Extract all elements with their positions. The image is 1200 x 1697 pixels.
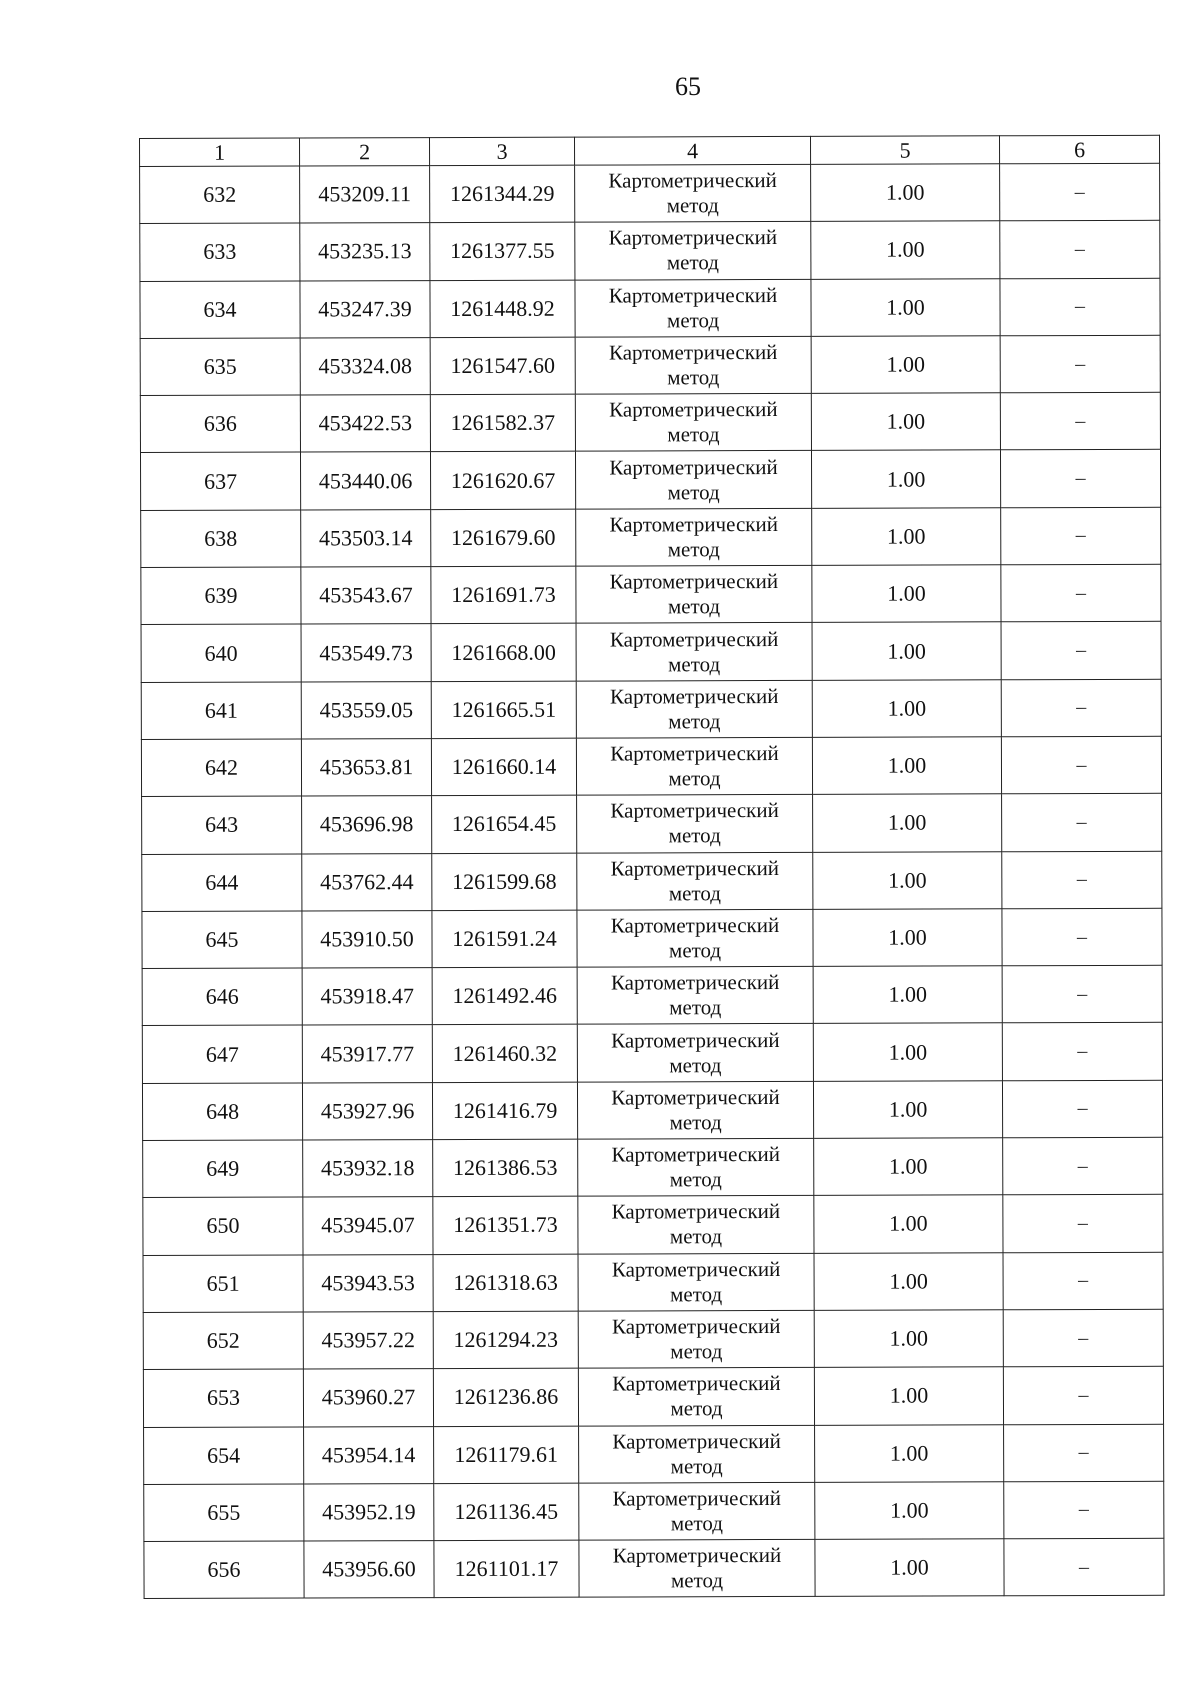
point-number-cell: 640 bbox=[141, 624, 301, 682]
note-cell: – bbox=[1002, 794, 1162, 852]
point-number-cell: 643 bbox=[142, 796, 302, 854]
point-number-cell: 655 bbox=[144, 1484, 304, 1542]
table-row bbox=[143, 1195, 1163, 1256]
x-coordinate-cell: 453762.44 bbox=[302, 853, 432, 911]
method-line-1: Картометрический bbox=[611, 1199, 781, 1225]
method-line-2: метод bbox=[670, 1511, 723, 1536]
note-cell: – bbox=[1000, 392, 1160, 450]
method-line-2: метод bbox=[667, 594, 721, 619]
precision-cell: 1.00 bbox=[811, 278, 1000, 336]
method-cell bbox=[578, 1196, 814, 1254]
method-cell bbox=[575, 336, 811, 394]
column-header-4: 4 bbox=[574, 136, 810, 165]
coordinates-table bbox=[139, 135, 1165, 1600]
point-number-cell: 632 bbox=[140, 166, 300, 224]
precision-cell: 1.00 bbox=[815, 1539, 1004, 1597]
point-number-cell: 639 bbox=[141, 567, 301, 625]
point-number-cell: 652 bbox=[143, 1312, 303, 1370]
note-cell: – bbox=[1002, 908, 1162, 966]
method-line-2: метод bbox=[670, 1453, 723, 1479]
point-number-cell: 646 bbox=[142, 968, 302, 1026]
method-line-1: Картометрический bbox=[610, 741, 779, 766]
table-row bbox=[142, 794, 1162, 855]
precision-cell: 1.00 bbox=[812, 565, 1001, 623]
x-coordinate-cell: 453960.27 bbox=[303, 1369, 433, 1427]
point-number-cell: 636 bbox=[140, 395, 300, 453]
coordinates-table-container bbox=[139, 135, 1164, 1600]
table-row bbox=[142, 1023, 1162, 1084]
column-header-6: 6 bbox=[999, 135, 1159, 164]
note-cell: – bbox=[1003, 1309, 1163, 1367]
note-cell: – bbox=[1001, 679, 1161, 737]
table-row bbox=[142, 908, 1162, 969]
method-cell bbox=[576, 623, 812, 681]
method-cell bbox=[576, 737, 812, 795]
column-header-5: 5 bbox=[810, 136, 999, 165]
table-row bbox=[143, 1367, 1163, 1428]
y-coordinate-cell: 1261599.68 bbox=[432, 853, 577, 911]
x-coordinate-cell: 453954.14 bbox=[304, 1426, 434, 1484]
table-row bbox=[143, 1309, 1163, 1370]
table-row bbox=[140, 335, 1160, 396]
x-coordinate-cell: 453910.50 bbox=[302, 910, 432, 968]
point-number-cell: 650 bbox=[143, 1197, 303, 1255]
x-coordinate-cell: 453957.22 bbox=[303, 1312, 433, 1370]
precision-cell: 1.00 bbox=[811, 393, 1000, 451]
method-line-1: Картометрический bbox=[608, 340, 778, 365]
method-line-1: Картометрический bbox=[611, 1314, 781, 1339]
column-header-2: 2 bbox=[300, 138, 430, 166]
table-row bbox=[141, 564, 1161, 625]
note-cell: – bbox=[1004, 1538, 1164, 1596]
table-row bbox=[140, 163, 1160, 224]
table-row bbox=[140, 221, 1160, 282]
y-coordinate-cell: 1261660.14 bbox=[431, 738, 576, 796]
x-coordinate-cell: 453927.96 bbox=[302, 1082, 432, 1140]
y-coordinate-cell: 1261691.73 bbox=[431, 566, 576, 624]
method-line-1: Картометрический bbox=[611, 1084, 780, 1110]
method-cell bbox=[578, 1253, 814, 1311]
x-coordinate-cell: 453549.73 bbox=[301, 624, 431, 682]
method-cell bbox=[575, 279, 811, 337]
method-line-1: Картометрический bbox=[611, 1256, 781, 1282]
note-cell: – bbox=[1000, 450, 1160, 508]
x-coordinate-cell: 453945.07 bbox=[303, 1197, 433, 1255]
x-coordinate-cell: 453559.05 bbox=[301, 681, 431, 739]
y-coordinate-cell: 1261351.73 bbox=[433, 1196, 578, 1254]
point-number-cell: 648 bbox=[142, 1083, 302, 1141]
method-cell bbox=[575, 451, 811, 509]
table-row bbox=[140, 392, 1160, 453]
method-line-2: метод bbox=[668, 823, 721, 848]
method-cell bbox=[577, 852, 813, 910]
method-line-1: Картометрический bbox=[612, 1428, 781, 1454]
point-number-cell: 642 bbox=[141, 739, 301, 797]
precision-cell: 1.00 bbox=[811, 164, 1000, 222]
method-line-1: Картометрический bbox=[610, 970, 780, 995]
method-line-1: Картометрический bbox=[609, 397, 778, 422]
method-cell bbox=[578, 1138, 814, 1196]
note-cell: – bbox=[1001, 507, 1161, 565]
y-coordinate-cell: 1261448.92 bbox=[430, 280, 575, 338]
point-number-cell: 637 bbox=[140, 452, 300, 510]
table-row bbox=[140, 278, 1160, 339]
note-cell: – bbox=[1004, 1424, 1164, 1482]
point-number-cell: 656 bbox=[144, 1541, 304, 1599]
note-cell: – bbox=[1003, 1137, 1163, 1195]
y-coordinate-cell: 1261654.45 bbox=[432, 795, 577, 853]
table-row bbox=[141, 679, 1161, 740]
method-line-2: метод bbox=[667, 365, 720, 390]
precision-cell: 1.00 bbox=[811, 336, 1000, 394]
method-cell bbox=[577, 795, 813, 853]
point-number-cell: 635 bbox=[140, 338, 300, 396]
table-row bbox=[143, 1137, 1163, 1198]
precision-cell: 1.00 bbox=[814, 1138, 1003, 1196]
method-cell bbox=[577, 1024, 813, 1082]
y-coordinate-cell: 1261318.63 bbox=[433, 1254, 578, 1312]
precision-cell: 1.00 bbox=[813, 851, 1002, 909]
precision-cell: 1.00 bbox=[814, 1367, 1003, 1425]
note-cell: – bbox=[1000, 278, 1160, 336]
method-line-2: метод bbox=[668, 766, 721, 791]
precision-cell: 1.00 bbox=[813, 966, 1002, 1024]
point-number-cell: 651 bbox=[143, 1255, 303, 1313]
note-cell: – bbox=[1000, 335, 1160, 393]
precision-cell: 1.00 bbox=[814, 1252, 1003, 1310]
y-coordinate-cell: 1261136.45 bbox=[434, 1483, 579, 1541]
note-cell: – bbox=[1003, 1252, 1163, 1310]
note-cell: – bbox=[1001, 564, 1161, 622]
x-coordinate-cell: 453956.60 bbox=[304, 1541, 434, 1599]
note-cell: – bbox=[1004, 1481, 1164, 1539]
method-line-1: Картометрический bbox=[610, 855, 780, 881]
method-cell bbox=[576, 508, 812, 566]
table-body bbox=[140, 163, 1164, 1599]
y-coordinate-cell: 1261679.60 bbox=[431, 509, 576, 567]
point-number-cell: 654 bbox=[144, 1427, 304, 1485]
precision-cell: 1.00 bbox=[812, 679, 1001, 737]
point-number-cell: 638 bbox=[141, 510, 301, 568]
x-coordinate-cell: 453653.81 bbox=[301, 739, 431, 797]
y-coordinate-cell: 1261344.29 bbox=[430, 165, 575, 223]
method-cell bbox=[576, 680, 812, 738]
precision-cell: 1.00 bbox=[812, 508, 1001, 566]
note-cell: – bbox=[1002, 1080, 1162, 1138]
x-coordinate-cell: 453209.11 bbox=[300, 166, 430, 224]
method-line-1: Картометрический bbox=[609, 454, 778, 480]
y-coordinate-cell: 1261101.17 bbox=[434, 1540, 579, 1598]
y-coordinate-cell: 1261620.67 bbox=[430, 452, 575, 510]
method-line-2: метод bbox=[666, 250, 719, 275]
precision-cell: 1.00 bbox=[812, 737, 1001, 795]
precision-cell: 1.00 bbox=[813, 794, 1002, 852]
table-row bbox=[142, 1080, 1162, 1141]
method-line-1: Картометрический bbox=[608, 168, 777, 193]
y-coordinate-cell: 1261582.37 bbox=[430, 394, 575, 452]
x-coordinate-cell: 453696.98 bbox=[302, 796, 432, 854]
y-coordinate-cell: 1261665.51 bbox=[431, 681, 576, 739]
method-line-2: метод bbox=[667, 422, 720, 447]
note-cell: – bbox=[1000, 163, 1160, 221]
method-line-2: метод bbox=[666, 193, 719, 218]
point-number-cell: 644 bbox=[142, 854, 302, 912]
y-coordinate-cell: 1261179.61 bbox=[434, 1426, 579, 1484]
y-coordinate-cell: 1261547.60 bbox=[430, 337, 575, 395]
note-cell: – bbox=[1001, 622, 1161, 680]
page-number: 65 bbox=[675, 72, 701, 101]
x-coordinate-cell: 453235.13 bbox=[300, 223, 430, 281]
method-cell bbox=[577, 967, 813, 1025]
x-coordinate-cell: 453440.06 bbox=[300, 452, 430, 510]
x-coordinate-cell: 453503.14 bbox=[301, 509, 431, 567]
precision-cell: 1.00 bbox=[813, 909, 1002, 967]
note-cell: – bbox=[1002, 1023, 1162, 1081]
precision-cell: 1.00 bbox=[812, 622, 1001, 680]
x-coordinate-cell: 453324.08 bbox=[300, 337, 430, 395]
x-coordinate-cell: 453952.19 bbox=[304, 1483, 434, 1541]
method-line-2: метод bbox=[668, 938, 722, 963]
y-coordinate-cell: 1261377.55 bbox=[430, 222, 575, 280]
x-coordinate-cell: 453918.47 bbox=[302, 968, 432, 1026]
method-line-1: Картометрический bbox=[608, 225, 778, 250]
column-header-1: 1 bbox=[140, 138, 300, 167]
table-row bbox=[141, 622, 1161, 683]
method-cell bbox=[579, 1425, 815, 1483]
precision-cell: 1.00 bbox=[815, 1424, 1004, 1482]
method-line-2: метод bbox=[667, 479, 720, 504]
table-header-row bbox=[140, 135, 1160, 166]
method-cell bbox=[579, 1540, 815, 1598]
precision-cell: 1.00 bbox=[814, 1195, 1003, 1253]
method-line-1: Картометрический bbox=[612, 1485, 782, 1511]
point-number-cell: 633 bbox=[140, 223, 300, 281]
x-coordinate-cell: 453917.77 bbox=[302, 1025, 432, 1083]
method-line-2: метод bbox=[670, 1396, 723, 1421]
x-coordinate-cell: 453543.67 bbox=[301, 567, 431, 625]
point-number-cell: 641 bbox=[141, 682, 301, 740]
y-coordinate-cell: 1261668.00 bbox=[431, 624, 576, 682]
point-number-cell: 653 bbox=[143, 1369, 303, 1427]
y-coordinate-cell: 1261386.53 bbox=[433, 1139, 578, 1197]
method-line-2: метод bbox=[670, 1281, 723, 1307]
note-cell: – bbox=[1002, 965, 1162, 1023]
method-line-2: метод bbox=[668, 880, 721, 906]
method-line-2: метод bbox=[669, 995, 722, 1020]
note-cell: – bbox=[1001, 736, 1161, 794]
point-number-cell: 649 bbox=[143, 1140, 303, 1198]
method-line-1: Картометрический bbox=[612, 1543, 782, 1568]
y-coordinate-cell: 1261236.86 bbox=[433, 1368, 578, 1426]
method-line-1: Картометрический bbox=[609, 683, 779, 709]
table-row bbox=[141, 736, 1161, 797]
precision-cell: 1.00 bbox=[813, 1023, 1002, 1081]
table-row bbox=[143, 1252, 1163, 1313]
table-row bbox=[142, 851, 1162, 912]
y-coordinate-cell: 1261416.79 bbox=[432, 1082, 577, 1140]
note-cell: – bbox=[1002, 851, 1162, 909]
y-coordinate-cell: 1261591.24 bbox=[432, 910, 577, 968]
table-row bbox=[142, 965, 1162, 1026]
y-coordinate-cell: 1261492.46 bbox=[432, 967, 577, 1025]
y-coordinate-cell: 1261460.32 bbox=[432, 1025, 577, 1083]
method-line-1: Картометрический bbox=[610, 912, 780, 938]
x-coordinate-cell: 453247.39 bbox=[300, 280, 430, 338]
method-line-1: Картометрический bbox=[611, 1142, 780, 1167]
method-cell bbox=[578, 1310, 814, 1368]
precision-cell: 1.00 bbox=[813, 1081, 1002, 1139]
method-line-1: Картометрический bbox=[609, 626, 779, 652]
precision-cell: 1.00 bbox=[811, 450, 1000, 508]
method-line-1: Картометрический bbox=[610, 798, 779, 823]
point-number-cell: 647 bbox=[142, 1025, 302, 1083]
x-coordinate-cell: 453422.53 bbox=[300, 395, 430, 453]
table-row bbox=[144, 1481, 1164, 1542]
point-number-cell: 645 bbox=[142, 911, 302, 969]
precision-cell: 1.00 bbox=[811, 221, 1000, 279]
method-cell bbox=[575, 222, 811, 280]
method-line-2: метод bbox=[670, 1339, 723, 1364]
note-cell: – bbox=[1003, 1195, 1163, 1253]
precision-cell: 1.00 bbox=[815, 1482, 1004, 1540]
precision-cell: 1.00 bbox=[814, 1310, 1003, 1368]
method-cell bbox=[577, 909, 813, 967]
method-cell bbox=[576, 565, 812, 623]
method-line-2: метод bbox=[668, 651, 721, 676]
method-cell bbox=[579, 1482, 815, 1540]
method-line-1: Картометрический bbox=[609, 569, 779, 594]
method-line-2: метод bbox=[669, 1110, 722, 1135]
table-row bbox=[140, 450, 1160, 511]
method-cell bbox=[577, 1081, 813, 1139]
table-row bbox=[144, 1424, 1164, 1485]
method-line-1: Картометрический bbox=[609, 511, 778, 537]
note-cell: – bbox=[1003, 1367, 1163, 1425]
method-line-2: метод bbox=[670, 1568, 724, 1593]
y-coordinate-cell: 1261294.23 bbox=[433, 1311, 578, 1369]
method-line-2: метод bbox=[667, 537, 720, 562]
method-line-2: метод bbox=[668, 708, 721, 734]
method-cell bbox=[575, 394, 811, 452]
method-line-2: метод bbox=[669, 1224, 723, 1249]
table-row bbox=[144, 1538, 1164, 1599]
table-row bbox=[141, 507, 1161, 568]
method-line-1: Картометрический bbox=[611, 1027, 780, 1053]
column-header-3: 3 bbox=[430, 137, 575, 165]
method-cell bbox=[575, 164, 811, 222]
point-number-cell: 634 bbox=[140, 281, 300, 339]
method-line-1: Картометрический bbox=[608, 282, 778, 308]
method-line-1: Картометрический bbox=[612, 1371, 781, 1396]
method-line-2: метод bbox=[666, 307, 720, 333]
method-line-2: метод bbox=[669, 1052, 722, 1077]
note-cell: – bbox=[1000, 221, 1160, 279]
method-cell bbox=[578, 1368, 814, 1426]
method-line-2: метод bbox=[669, 1167, 722, 1192]
x-coordinate-cell: 453932.18 bbox=[303, 1140, 433, 1198]
x-coordinate-cell: 453943.53 bbox=[303, 1254, 433, 1312]
